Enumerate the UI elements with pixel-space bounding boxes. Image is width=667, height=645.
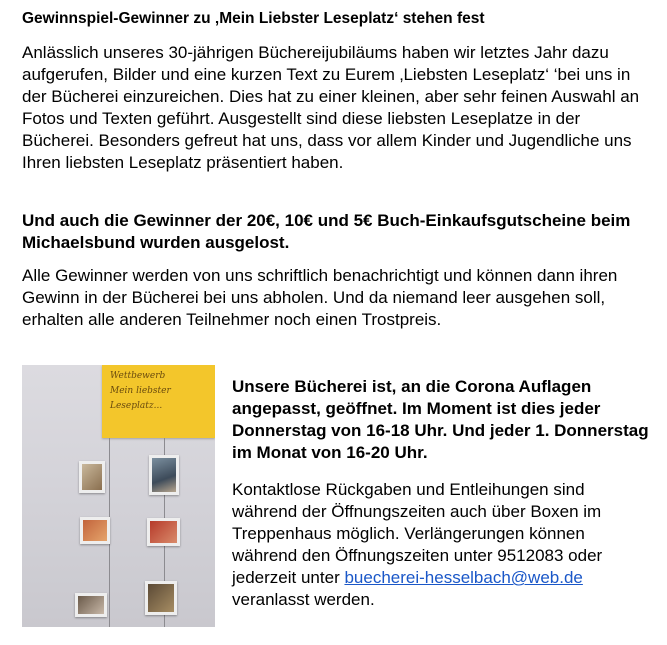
intro-paragraph: Anlässlich unseres 30-jährigen Büchereijubiläums haben wir letztes Jahr dazu aufgerufen, Bilder und eine kurzen Text zu Eurem ‚Liebsten Leseplatz‘ ‘bei uns in der Bücherei einzureichen. Dies hat zu einer kleinen, aber sehr feinen Auswahl an Fotos und Texten geführt. Ausgestellt sind diese liebsten Leseplatze in der Bücherei. Besonders gefreut hat uns, dass vor allem Kinder und Jugendliche uns Ihren liebsten Leseplatz präsentiert haben. <box>22 43 640 172</box>
article-title: Gewinnspiel-Gewinner zu ‚Mein Liebster Leseplatz‘ stehen fest <box>22 10 485 27</box>
reading-place-exhibition-photo <box>22 365 215 627</box>
hanging-photo-card <box>147 518 180 546</box>
hanging-photo-card <box>149 455 179 495</box>
service-text: Kontaktlose Rückgaben und Entleihungen sind während der Öffnungszeiten auch über Boxen im Treppenhaus möglich. Verlängerungen können während den Öffnungszeiten unter 9512083 oder jederzeit unter <box>232 480 603 587</box>
service-text-end: veranlasst werden. <box>232 590 375 609</box>
hanging-photo-card <box>145 581 177 615</box>
hanging-photo-card <box>80 517 110 544</box>
opening-hours-notice: Unsere Bücherei ist, an die Corona Auflagen angepasst, geöffnet. Im Moment ist dies jeder Donnerstag von 16-18 Uhr. Und jeder 1. Donnerstag im Monat von 16-20 Uhr. <box>232 377 649 462</box>
email-link[interactable]: buecherei-hesselbach@web.de <box>344 568 583 587</box>
hanging-photo-card <box>75 593 107 617</box>
hanging-photo-card <box>79 461 105 493</box>
contactless-service-paragraph <box>232 479 652 611</box>
contest-sign <box>102 365 215 438</box>
winners-heading: Und auch die Gewinner der 20€, 10€ und 5€ Buch-Einkaufsgutscheine beim Michaelsbund wurden ausgelost. <box>22 211 631 252</box>
sign-lettering: Wettbewerb Mein liebster Leseplatz... <box>110 371 171 411</box>
notification-paragraph: Alle Gewinner werden von uns schriftlich benachrichtigt und können dann ihren Gewinn in der Bücherei bei uns abholen. Und da niemand leer ausgehen soll, erhalten alle anderen Teilnehmer noch einen Trostpreis. <box>22 266 618 329</box>
